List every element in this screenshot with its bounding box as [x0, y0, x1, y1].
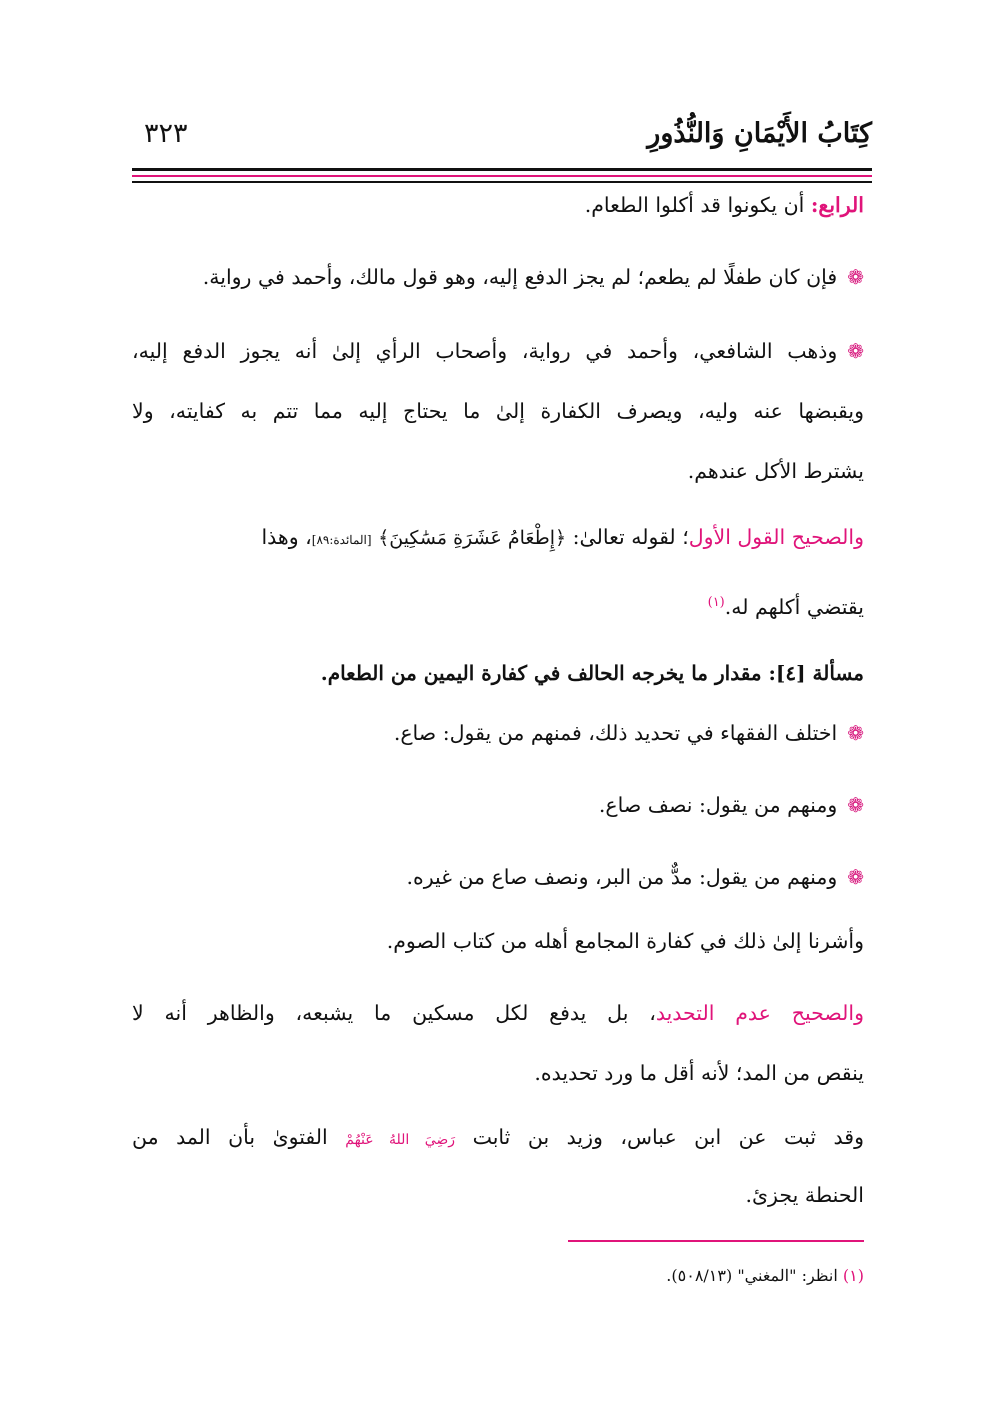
line-text: أن يكونوا قد أكلوا الطعام. — [584, 193, 805, 217]
flower-icon: ❁ — [847, 793, 864, 817]
issue-label: مسألة [٤]: — [768, 661, 864, 685]
flower-icon: ❁ — [847, 865, 864, 889]
paragraph-line — [132, 336, 864, 366]
line-text: ؛ لقوله تعالىٰ: — [572, 525, 689, 549]
book-title: كِتَابُ الأَيْمَانِ وَالنُّذُورِ — [647, 118, 872, 149]
line-text: فإن كان طفلًا لم يطعم؛ لم يجز الدفع إليه، وهو قول مالك، وأحمد في رواية. — [202, 265, 838, 289]
preferred-opinion-label: والصحيح القول الأول — [688, 525, 864, 549]
header-rule-middle — [132, 175, 872, 177]
verse-reference: [المائدة:٨٩] — [311, 533, 372, 547]
page-number: ٣٢٣ — [144, 118, 188, 149]
page-header — [132, 118, 872, 160]
line-text: الحنطة يجزئ. — [745, 1183, 864, 1207]
paragraph-line — [132, 588, 864, 622]
line-text: ينقص من المد؛ لأنه أقل ما ورد تحديده. — [534, 1061, 864, 1085]
line-text: ، بل يدفع لكل مسكين ما يشبعه، والظاهر أنه لا — [132, 1001, 656, 1025]
header-rule-top — [132, 168, 872, 171]
footnote-text: انظر: "المغني" (٥٠٨/١٣). — [666, 1266, 838, 1285]
paragraph-line — [132, 456, 864, 486]
line-text: وأشرنا إلىٰ ذلك في كفارة المجامع أهله من كتاب الصوم. — [386, 929, 864, 953]
paragraph-line — [132, 790, 864, 820]
footnote — [666, 1266, 864, 1285]
honorific-glyph: رَضِيَ اللهُ عَنْهُمْ — [345, 1132, 456, 1148]
footnote-mark[interactable]: (١) — [707, 595, 725, 610]
paragraph-line — [132, 718, 864, 748]
issue-heading — [132, 658, 864, 688]
line-text: ومنهم من يقول: مدٌّ من البر، ونصف صاع من غيره. — [406, 865, 838, 889]
paragraph-line — [132, 926, 864, 956]
paragraph-line — [132, 1180, 864, 1210]
paragraph-line — [132, 1122, 864, 1155]
line-text: اختلف الفقهاء في تحديد ذلك، فمنهم من يقول: صاع. — [393, 721, 838, 745]
line-text: وقد ثبت عن ابن عباس، وزيد بن ثابت — [472, 1125, 864, 1149]
quran-verse: ﴿إِطْعَامُ عَشَرَةِ مَسَٰكِينَ﴾ — [378, 527, 567, 549]
line-text: يشترط الأكل عندهم. — [687, 459, 864, 483]
flower-icon: ❁ — [847, 265, 864, 289]
point-label: الرابع: — [810, 193, 864, 217]
line-text: يقتضي أكلهم له. — [724, 594, 864, 619]
line-text: ، وهذا — [261, 525, 312, 549]
paragraph-line — [132, 190, 864, 220]
paragraph-line — [132, 396, 864, 426]
paragraph-line — [132, 522, 864, 555]
line-text: وذهب الشافعي، وأحمد في رواية، وأصحاب الرأي إلىٰ أنه يجوز الدفع إليه، — [132, 339, 838, 363]
line-text: ومنهم من يقول: نصف صاع. — [598, 793, 838, 817]
preferred-opinion-label: والصحيح عدم التحديد — [655, 1001, 864, 1025]
line-text: الفتوىٰ بأن المد من — [132, 1125, 328, 1149]
footnote-number: (١) — [842, 1266, 864, 1285]
footnote-divider — [568, 1240, 864, 1242]
paragraph-line — [132, 262, 864, 292]
header-rule-bottom — [132, 181, 872, 183]
paragraph-line — [132, 862, 864, 892]
flower-icon: ❁ — [847, 339, 864, 363]
paragraph-line — [132, 998, 864, 1028]
issue-title: مقدار ما يخرجه الحالف في كفارة اليمين من الطعام. — [320, 661, 762, 685]
paragraph-line — [132, 1058, 864, 1088]
line-text: ويقبضها عنه وليه، ويصرف الكفارة إلىٰ ما يحتاج إليه مما تتم به كفايته، ولا — [132, 399, 864, 423]
flower-icon: ❁ — [847, 721, 864, 745]
